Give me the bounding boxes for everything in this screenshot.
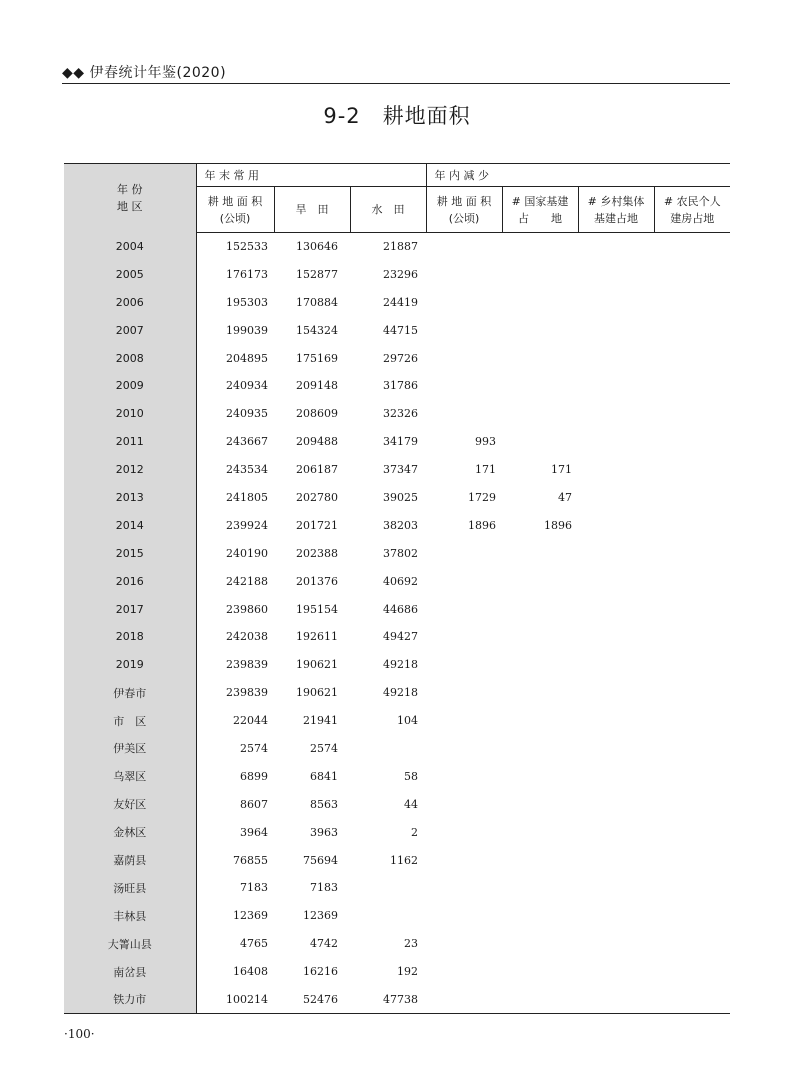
cell-rural-construction bbox=[578, 233, 654, 261]
cell-total-area: 152533 bbox=[226, 240, 268, 254]
table-row bbox=[64, 316, 730, 344]
cell-paddy: 37802 bbox=[383, 546, 419, 560]
col-header-reduced-area-line2: (公顷) bbox=[448, 211, 480, 225]
row-label: 2014 bbox=[64, 511, 196, 539]
cell-paddy: 104 bbox=[397, 714, 419, 728]
cell-total-area: 16408 bbox=[233, 965, 268, 979]
row-header-year: 年 份 bbox=[117, 183, 143, 197]
table-row bbox=[64, 679, 730, 707]
table-title: 9-2 耕地面积 bbox=[323, 104, 471, 128]
page-number: ·100· bbox=[64, 1027, 95, 1041]
cell-rural-construction bbox=[578, 735, 654, 763]
table-row bbox=[64, 484, 730, 512]
cell-dry-land: 190621 bbox=[296, 686, 338, 700]
cell-farmer-housing bbox=[654, 735, 730, 763]
cell-rural-construction bbox=[578, 623, 654, 651]
row-label: 铁力市 bbox=[64, 986, 196, 1014]
table-row bbox=[64, 288, 730, 316]
cell-dry-land: 170884 bbox=[296, 295, 338, 309]
cell-dry-land: 7183 bbox=[310, 881, 338, 895]
cell-reduced-area bbox=[426, 233, 502, 261]
cell-reduced-area bbox=[426, 986, 502, 1014]
cell-dry-land: 152877 bbox=[296, 267, 338, 281]
table-row bbox=[64, 930, 730, 958]
table-row bbox=[64, 344, 730, 372]
cell-rural-construction bbox=[578, 288, 654, 316]
table-row bbox=[64, 874, 730, 902]
cell-reduced-area bbox=[426, 316, 502, 344]
row-label: 2011 bbox=[64, 428, 196, 456]
cell-total-area: 239839 bbox=[226, 658, 268, 672]
cell-dry-land: 130646 bbox=[296, 240, 338, 254]
cultivated-land-table bbox=[64, 163, 730, 1014]
cell-rural-construction bbox=[578, 428, 654, 456]
cell-dry-land: 2574 bbox=[310, 741, 338, 755]
cell-reduced-area bbox=[426, 790, 502, 818]
cell-rural-construction bbox=[578, 762, 654, 790]
cell-farmer-housing bbox=[654, 818, 730, 846]
row-label: 2010 bbox=[64, 400, 196, 428]
cell-reduced-area: 993 bbox=[475, 435, 497, 449]
cell-state-construction bbox=[502, 930, 578, 958]
cell-total-area: 6899 bbox=[240, 769, 268, 783]
cell-paddy: 49218 bbox=[383, 658, 419, 672]
cell-rural-construction bbox=[578, 874, 654, 902]
cell-total-area: 76855 bbox=[233, 853, 268, 867]
cell-paddy: 34179 bbox=[383, 435, 419, 449]
col-header-state-construction-line1: # 国家基建 bbox=[511, 194, 569, 208]
row-label: 市 区 bbox=[64, 707, 196, 735]
cell-paddy: 23 bbox=[404, 937, 419, 951]
col-header-total-area bbox=[196, 187, 274, 233]
cell-dry-land: 206187 bbox=[296, 463, 338, 477]
row-label: 2019 bbox=[64, 651, 196, 679]
cell-farmer-housing bbox=[654, 567, 730, 595]
cell-state-construction: 47 bbox=[558, 490, 573, 504]
cell-paddy: 192 bbox=[397, 965, 419, 979]
cell-total-area: 239924 bbox=[226, 518, 268, 532]
cell-farmer-housing bbox=[654, 930, 730, 958]
row-label: 友好区 bbox=[64, 790, 196, 818]
row-label: 2015 bbox=[64, 539, 196, 567]
cell-state-construction bbox=[502, 372, 578, 400]
table-row bbox=[64, 958, 730, 986]
cell-reduced-area bbox=[426, 400, 502, 428]
cell-total-area: 8607 bbox=[240, 797, 268, 811]
table-row bbox=[64, 400, 730, 428]
table-row bbox=[64, 260, 730, 288]
cell-paddy bbox=[350, 874, 426, 902]
cell-reduced-area bbox=[426, 930, 502, 958]
cell-rural-construction bbox=[578, 344, 654, 372]
cell-rural-construction bbox=[578, 818, 654, 846]
cell-farmer-housing bbox=[654, 623, 730, 651]
table-body bbox=[64, 233, 730, 1014]
cell-dry-land: 16216 bbox=[303, 965, 338, 979]
col-header-farmer-housing-line1: # 农民个人 bbox=[663, 194, 721, 208]
cell-dry-land: 4742 bbox=[310, 937, 338, 951]
cell-paddy: 38203 bbox=[383, 518, 419, 532]
cell-paddy: 40692 bbox=[383, 574, 419, 588]
group-header-year-end: 年 末 常 用 bbox=[196, 164, 426, 187]
cell-rural-construction bbox=[578, 372, 654, 400]
cell-dry-land: 209488 bbox=[296, 435, 338, 449]
cell-dry-land: 192611 bbox=[296, 630, 338, 644]
cell-total-area: 241805 bbox=[226, 490, 268, 504]
cell-state-construction bbox=[502, 260, 578, 288]
cell-rural-construction bbox=[578, 400, 654, 428]
row-label: 2013 bbox=[64, 484, 196, 512]
cell-state-construction bbox=[502, 400, 578, 428]
cell-dry-land: 190621 bbox=[296, 658, 338, 672]
cell-total-area: 243667 bbox=[226, 435, 268, 449]
cell-rural-construction bbox=[578, 651, 654, 679]
cell-dry-land: 154324 bbox=[296, 323, 338, 337]
row-label: 2017 bbox=[64, 595, 196, 623]
cell-state-construction bbox=[502, 288, 578, 316]
col-header-state-construction bbox=[502, 187, 578, 233]
cell-reduced-area: 1729 bbox=[468, 490, 497, 504]
row-label: 2007 bbox=[64, 316, 196, 344]
cell-reduced-area bbox=[426, 651, 502, 679]
cell-reduced-area bbox=[426, 818, 502, 846]
cell-state-construction bbox=[502, 428, 578, 456]
cell-farmer-housing bbox=[654, 539, 730, 567]
cell-paddy: 37347 bbox=[383, 463, 419, 477]
col-header-total-area-line2: (公顷) bbox=[219, 211, 251, 225]
cell-state-construction bbox=[502, 874, 578, 902]
cell-paddy: 24419 bbox=[383, 295, 419, 309]
cell-farmer-housing bbox=[654, 288, 730, 316]
cell-farmer-housing bbox=[654, 846, 730, 874]
cell-reduced-area bbox=[426, 623, 502, 651]
cell-dry-land: 208609 bbox=[296, 407, 338, 421]
row-label: 嘉荫县 bbox=[64, 846, 196, 874]
cell-farmer-housing bbox=[654, 986, 730, 1014]
cell-total-area: 240935 bbox=[226, 407, 268, 421]
cell-rural-construction bbox=[578, 539, 654, 567]
table-row bbox=[64, 735, 730, 763]
cell-reduced-area bbox=[426, 679, 502, 707]
cell-state-construction bbox=[502, 595, 578, 623]
cell-paddy: 21887 bbox=[383, 240, 419, 254]
cell-reduced-area bbox=[426, 902, 502, 930]
cell-paddy: 2 bbox=[411, 825, 419, 839]
row-label: 2012 bbox=[64, 456, 196, 484]
table-row bbox=[64, 790, 730, 818]
cell-farmer-housing bbox=[654, 456, 730, 484]
cell-total-area: 22044 bbox=[233, 714, 268, 728]
cell-paddy: 29726 bbox=[383, 351, 419, 365]
cell-dry-land: 75694 bbox=[303, 853, 338, 867]
cell-dry-land: 3963 bbox=[310, 825, 338, 839]
cell-paddy: 49427 bbox=[383, 630, 419, 644]
cell-total-area: 100214 bbox=[196, 986, 274, 1014]
cell-paddy: 44 bbox=[404, 797, 419, 811]
row-label: 2004 bbox=[64, 233, 196, 261]
cell-farmer-housing bbox=[654, 428, 730, 456]
row-label: 大箐山县 bbox=[64, 930, 196, 958]
table-row bbox=[64, 511, 730, 539]
cell-farmer-housing bbox=[654, 762, 730, 790]
cell-state-construction: 171 bbox=[551, 463, 573, 477]
cell-state-construction bbox=[502, 316, 578, 344]
cell-total-area: 176173 bbox=[226, 267, 268, 281]
table-row bbox=[64, 986, 730, 1014]
cell-state-construction bbox=[502, 679, 578, 707]
cell-farmer-housing bbox=[654, 344, 730, 372]
cell-farmer-housing bbox=[654, 595, 730, 623]
cell-reduced-area bbox=[426, 958, 502, 986]
row-label: 2006 bbox=[64, 288, 196, 316]
row-label: 伊春市 bbox=[64, 679, 196, 707]
cell-state-construction bbox=[502, 818, 578, 846]
cell-paddy: 31786 bbox=[383, 379, 419, 393]
cell-reduced-area: 171 bbox=[475, 463, 497, 477]
row-label: 2018 bbox=[64, 623, 196, 651]
cell-rural-construction bbox=[578, 790, 654, 818]
cell-state-construction bbox=[502, 651, 578, 679]
col-header-dry-land: 旱 田 bbox=[274, 187, 350, 233]
cell-farmer-housing bbox=[654, 316, 730, 344]
cell-rural-construction bbox=[578, 260, 654, 288]
cell-farmer-housing bbox=[654, 707, 730, 735]
cell-total-area: 3964 bbox=[240, 825, 268, 839]
cell-paddy: 47738 bbox=[350, 986, 426, 1014]
cell-paddy: 49218 bbox=[383, 686, 419, 700]
cell-farmer-housing bbox=[654, 484, 730, 512]
running-head: ◆◆ 伊春统计年鉴(2020) bbox=[62, 65, 227, 81]
cell-rural-construction bbox=[578, 456, 654, 484]
cell-total-area: 204895 bbox=[226, 351, 268, 365]
cell-paddy: 44715 bbox=[383, 323, 419, 337]
cell-farmer-housing bbox=[654, 790, 730, 818]
cell-dry-land: 12369 bbox=[303, 909, 338, 923]
table-row bbox=[64, 539, 730, 567]
cell-rural-construction bbox=[578, 902, 654, 930]
cell-rural-construction bbox=[578, 846, 654, 874]
cell-reduced-area bbox=[426, 595, 502, 623]
cell-dry-land: 175169 bbox=[296, 351, 338, 365]
cell-reduced-area bbox=[426, 372, 502, 400]
cell-rural-construction bbox=[578, 316, 654, 344]
col-header-farmer-housing-line2: 建房占地 bbox=[670, 211, 715, 225]
cell-reduced-area bbox=[426, 762, 502, 790]
cell-reduced-area bbox=[426, 735, 502, 763]
cell-paddy: 39025 bbox=[383, 490, 419, 504]
cell-rural-construction bbox=[578, 958, 654, 986]
cell-farmer-housing bbox=[654, 372, 730, 400]
col-header-rural-construction-line2: 基建占地 bbox=[594, 211, 639, 225]
cell-dry-land: 52476 bbox=[274, 986, 350, 1014]
cell-rural-construction bbox=[578, 930, 654, 958]
table-row bbox=[64, 707, 730, 735]
group-header-reduced: 年 内 减 少 bbox=[426, 164, 730, 187]
col-header-state-construction-line2: 占 地 bbox=[518, 211, 563, 225]
col-header-total-area-line1: 耕 地 面 积 bbox=[207, 194, 263, 208]
cell-reduced-area bbox=[426, 288, 502, 316]
cell-dry-land: 8563 bbox=[310, 797, 338, 811]
cell-farmer-housing bbox=[654, 874, 730, 902]
cell-dry-land: 201721 bbox=[296, 518, 338, 532]
cell-dry-land: 202780 bbox=[296, 490, 338, 504]
cell-state-construction bbox=[502, 735, 578, 763]
cell-paddy: 44686 bbox=[383, 602, 419, 616]
cell-total-area: 239839 bbox=[226, 686, 268, 700]
cell-state-construction bbox=[502, 846, 578, 874]
cell-reduced-area bbox=[426, 344, 502, 372]
cell-state-construction bbox=[502, 762, 578, 790]
cell-total-area: 12369 bbox=[233, 909, 268, 923]
row-label: 南岔县 bbox=[64, 958, 196, 986]
col-header-rural-construction bbox=[578, 187, 654, 233]
cell-total-area: 4765 bbox=[240, 937, 268, 951]
row-label: 2008 bbox=[64, 344, 196, 372]
row-header-cell bbox=[64, 164, 196, 233]
cell-paddy: 58 bbox=[404, 769, 419, 783]
cell-dry-land: 195154 bbox=[296, 602, 338, 616]
row-label: 丰林县 bbox=[64, 902, 196, 930]
cell-farmer-housing bbox=[654, 400, 730, 428]
cell-rural-construction bbox=[578, 484, 654, 512]
cell-total-area: 7183 bbox=[240, 881, 268, 895]
header-rule bbox=[62, 83, 730, 84]
row-label: 金林区 bbox=[64, 818, 196, 846]
table-row bbox=[64, 651, 730, 679]
cell-dry-land: 209148 bbox=[296, 379, 338, 393]
row-label: 伊美区 bbox=[64, 735, 196, 763]
cell-reduced-area bbox=[426, 539, 502, 567]
cell-dry-land: 201376 bbox=[296, 574, 338, 588]
cell-farmer-housing bbox=[654, 233, 730, 261]
cell-dry-land: 21941 bbox=[303, 714, 338, 728]
cell-state-construction bbox=[502, 344, 578, 372]
row-label: 2016 bbox=[64, 567, 196, 595]
cell-total-area: 240934 bbox=[226, 379, 268, 393]
cell-farmer-housing bbox=[654, 511, 730, 539]
table-row bbox=[64, 762, 730, 790]
cell-farmer-housing bbox=[654, 902, 730, 930]
cell-state-construction bbox=[502, 902, 578, 930]
cell-state-construction bbox=[502, 958, 578, 986]
cell-farmer-housing bbox=[654, 958, 730, 986]
cell-state-construction bbox=[502, 623, 578, 651]
cell-total-area: 195303 bbox=[226, 295, 268, 309]
cell-reduced-area bbox=[426, 567, 502, 595]
cell-state-construction bbox=[502, 233, 578, 261]
cell-total-area: 240190 bbox=[226, 546, 268, 560]
cell-total-area: 242188 bbox=[226, 574, 268, 588]
cell-state-construction bbox=[502, 707, 578, 735]
cell-reduced-area bbox=[426, 707, 502, 735]
cell-rural-construction bbox=[578, 567, 654, 595]
table-row bbox=[64, 595, 730, 623]
col-header-farmer-housing bbox=[654, 187, 730, 233]
table-row bbox=[64, 623, 730, 651]
cell-rural-construction bbox=[578, 595, 654, 623]
table-row bbox=[64, 456, 730, 484]
cell-total-area: 199039 bbox=[226, 323, 268, 337]
table-row bbox=[64, 567, 730, 595]
cell-farmer-housing bbox=[654, 260, 730, 288]
cell-paddy: 23296 bbox=[383, 267, 419, 281]
table-row bbox=[64, 372, 730, 400]
cell-rural-construction bbox=[578, 511, 654, 539]
col-header-reduced-area-line1: 耕 地 面 积 bbox=[436, 194, 492, 208]
cell-total-area: 242038 bbox=[226, 630, 268, 644]
table-row bbox=[64, 902, 730, 930]
cell-paddy bbox=[350, 735, 426, 763]
table-row bbox=[64, 846, 730, 874]
cell-farmer-housing bbox=[654, 651, 730, 679]
row-label: 汤旺县 bbox=[64, 874, 196, 902]
table-row bbox=[64, 428, 730, 456]
cell-rural-construction bbox=[578, 679, 654, 707]
cell-farmer-housing bbox=[654, 679, 730, 707]
cell-state-construction bbox=[502, 790, 578, 818]
cell-state-construction bbox=[502, 539, 578, 567]
cell-paddy: 32326 bbox=[383, 407, 419, 421]
cell-total-area: 2574 bbox=[240, 741, 268, 755]
cell-state-construction: 1896 bbox=[544, 518, 573, 532]
cell-paddy: 1162 bbox=[390, 853, 419, 867]
cell-total-area: 243534 bbox=[226, 463, 268, 477]
table-row bbox=[64, 233, 730, 261]
cell-reduced-area: 1896 bbox=[468, 518, 497, 532]
cell-rural-construction bbox=[578, 707, 654, 735]
cell-state-construction bbox=[502, 986, 578, 1014]
cell-dry-land: 202388 bbox=[296, 546, 338, 560]
col-header-paddy: 水 田 bbox=[350, 187, 426, 233]
cell-reduced-area bbox=[426, 846, 502, 874]
row-label: 乌翠区 bbox=[64, 762, 196, 790]
table-row bbox=[64, 818, 730, 846]
cell-reduced-area bbox=[426, 260, 502, 288]
col-header-reduced-area bbox=[426, 187, 502, 233]
cell-state-construction bbox=[502, 567, 578, 595]
col-header-rural-construction-line1: # 乡村集体 bbox=[587, 194, 645, 208]
cell-total-area: 239860 bbox=[226, 602, 268, 616]
row-header-region: 地 区 bbox=[117, 200, 143, 214]
cell-reduced-area bbox=[426, 874, 502, 902]
cell-dry-land: 6841 bbox=[310, 769, 338, 783]
cell-paddy bbox=[350, 902, 426, 930]
row-label: 2009 bbox=[64, 372, 196, 400]
row-label: 2005 bbox=[64, 260, 196, 288]
cell-rural-construction bbox=[578, 986, 654, 1014]
